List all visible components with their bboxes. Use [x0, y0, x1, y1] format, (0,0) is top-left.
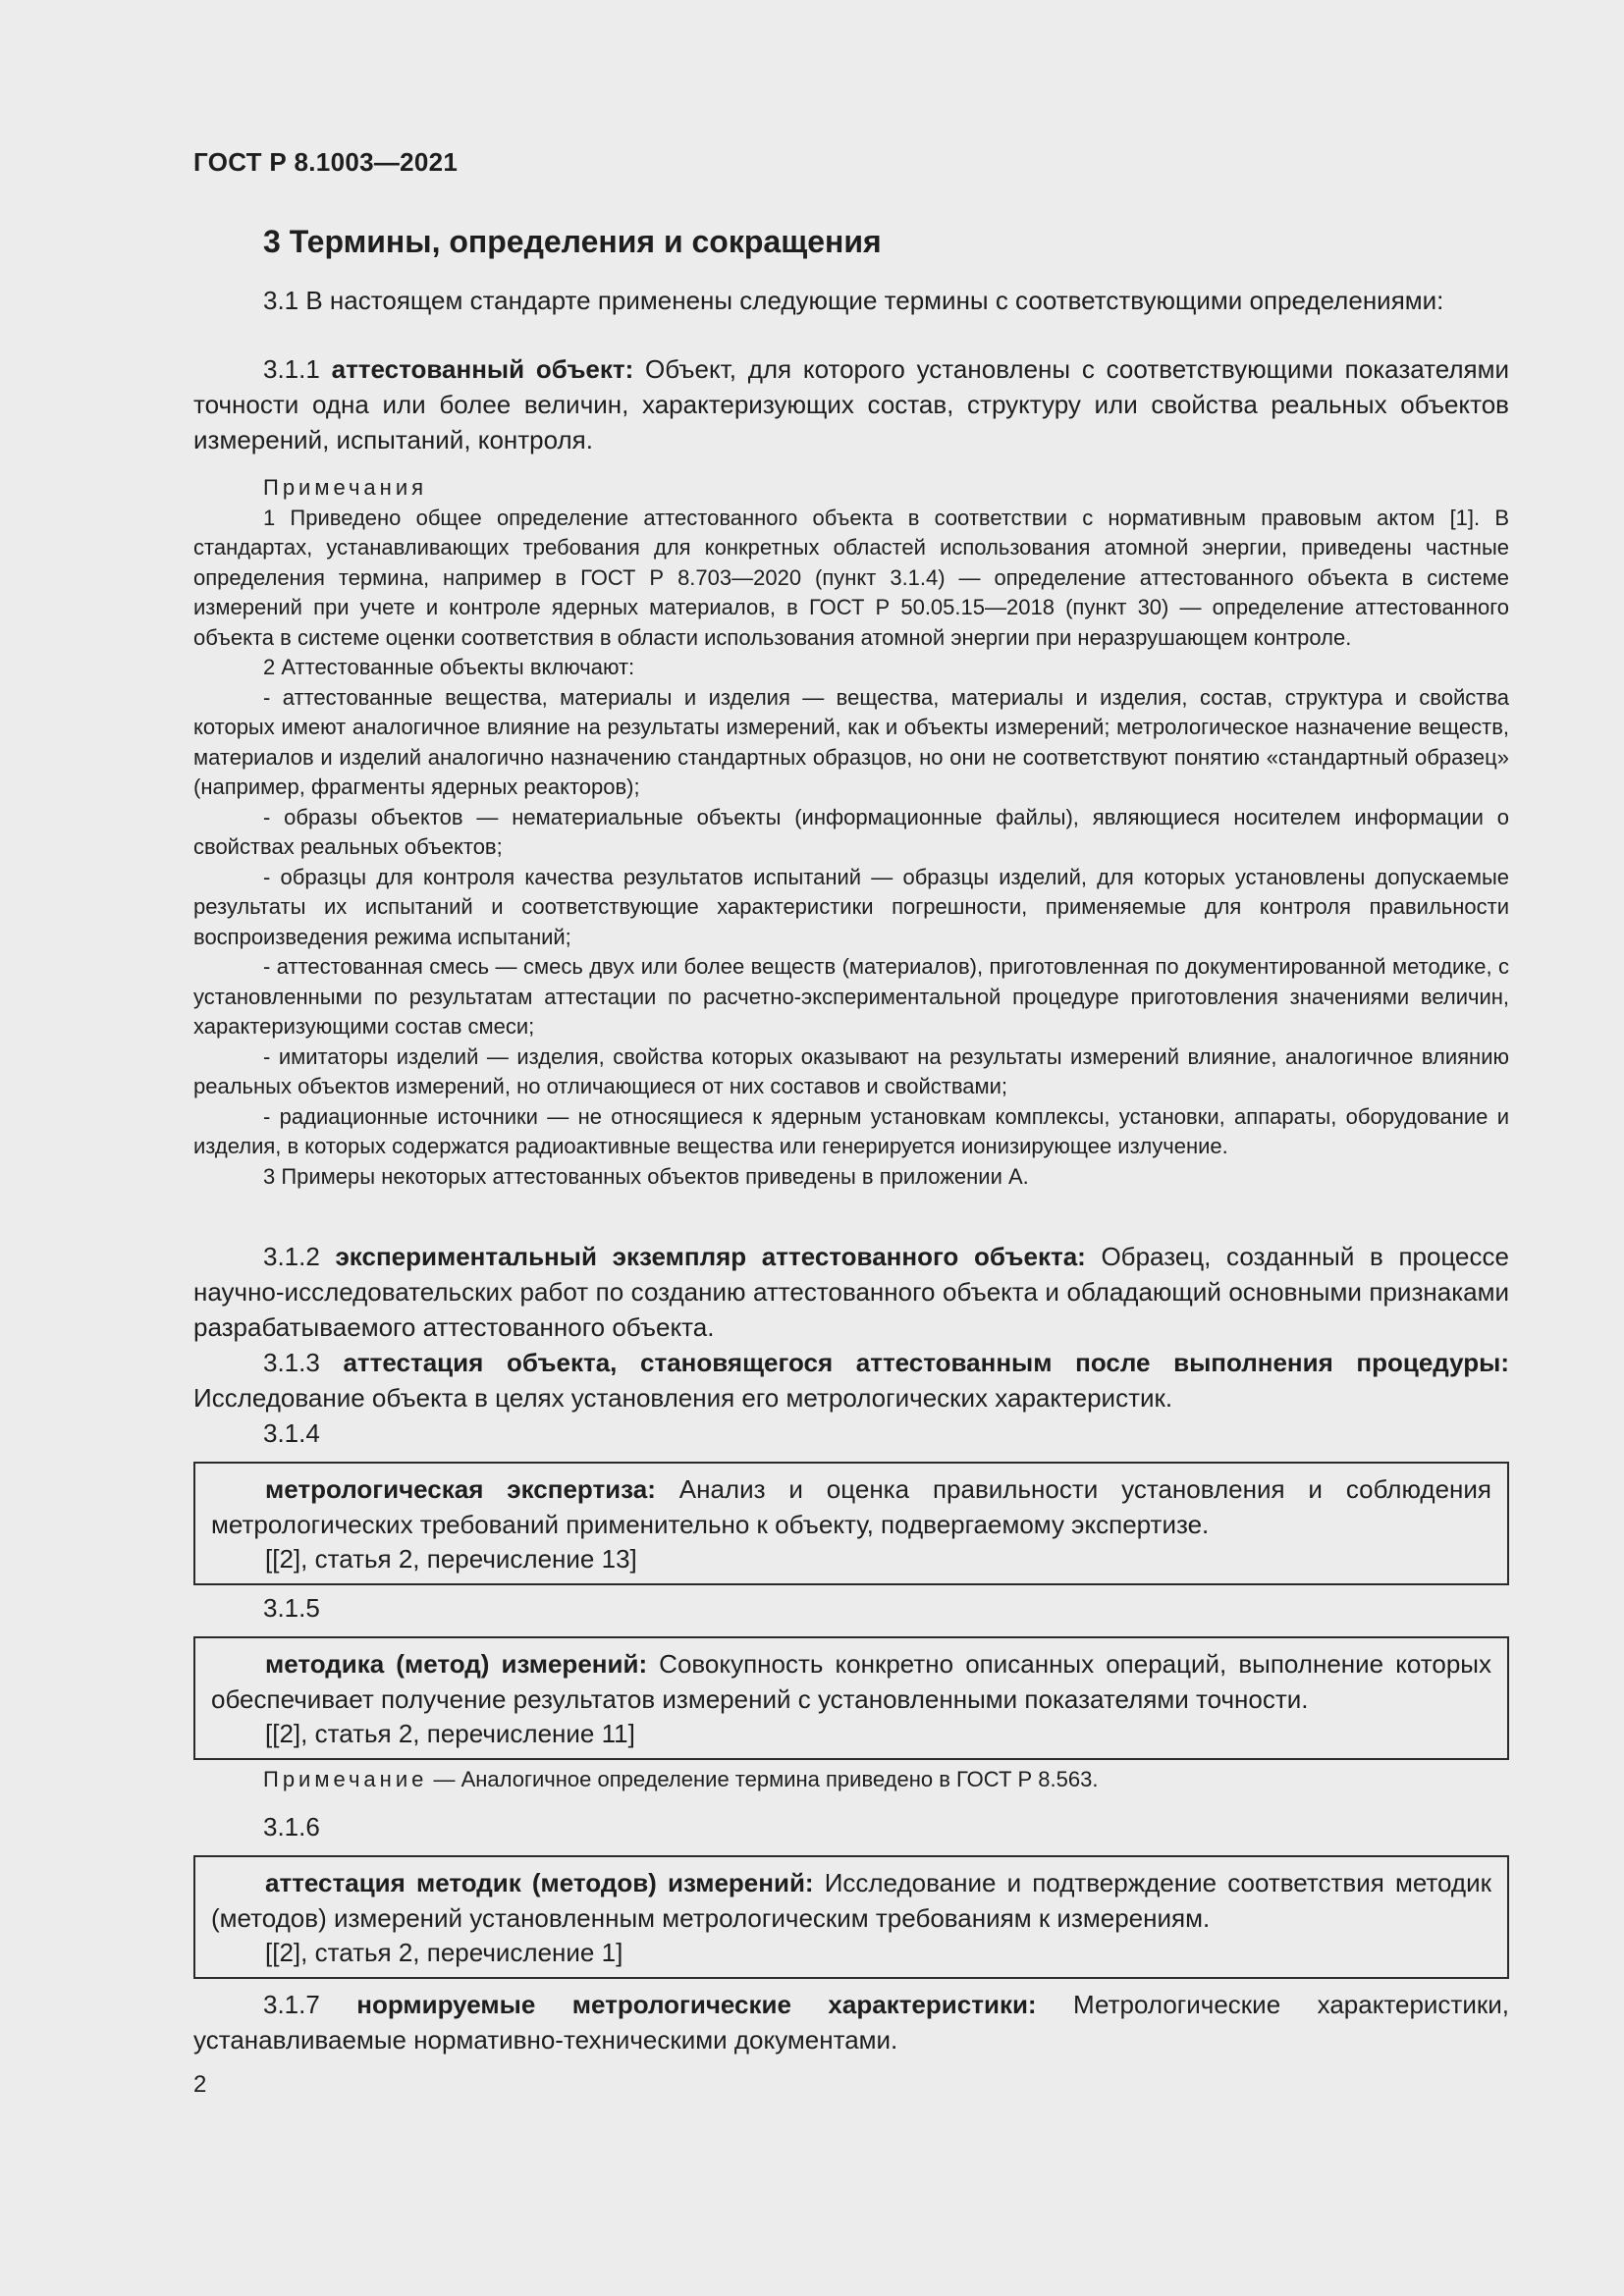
term-name: нормируемые метрологические характеристики: — [356, 1990, 1037, 2019]
term-source: [[2], статья 2, перечисление 1] — [265, 1938, 623, 1967]
section-title: 3 Термины, определения и сокращения — [263, 224, 882, 259]
term-name: метрологическая экспертиза: — [265, 1474, 656, 1504]
term-name: экспериментальный экземпляр аттестованного объекта: — [335, 1242, 1086, 1271]
note-1: 1 Приведено общее определение аттестованного объекта в соответствии с нормативным правовым актом [1]. В стандартах, устанавливающих требования для конкретных областей использования атомной энергии, приведены частные определения термина, например в ГОСТ Р 8.703—2020 (пункт 3.1.4) — определение аттестованного объекта в системе измерений при учете и контроле ядерных материалов, в ГОСТ Р 50.05.15—2018 (пункт 30) — определение аттестованного объекта в системе оценки соответствия в области использования атомной энергии при неразрушающем контроле. — [193, 505, 1509, 650]
term-number: 3.1.7 — [263, 1990, 357, 2019]
note-3: 3 Примеры некоторых аттестованных объектов приведены в приложении А. — [263, 1163, 1029, 1189]
paragraph-3-1 — [193, 283, 1509, 318]
notes-3-1-1 — [193, 473, 1509, 1192]
notes-heading: Примечания — [263, 475, 428, 500]
term-number-3-1-5: 3.1.5 — [263, 1593, 320, 1623]
note-item: - аттестованная смесь — смесь двух или более веществ (материалов), приготовленная по документированной методике, с установленными по результатам аттестации по расчетно-экспериментальной процедуре приготовления значениями величин, характеризующими состав смеси; — [193, 954, 1509, 1039]
term-number-3-1-4: 3.1.4 — [263, 1418, 320, 1448]
term-box-3-1-5 — [193, 1636, 1509, 1760]
paragraph-text: 3.1 В настоящем стандарте применены следующие термины с соответствующими определениями: — [263, 286, 1444, 315]
note-label: Примечание — [263, 1767, 428, 1791]
term-number: 3.1.2 — [263, 1242, 336, 1271]
term-definition: Образец, созданный в процессе научно-исследовательских работ по созданию аттестованного объекта и обладающий основными признаками разрабатываемого аттестованного объекта. — [193, 1242, 1509, 1342]
term-name: методика (метод) измерений: — [265, 1649, 648, 1679]
note-item: - образцы для контроля качества результатов испытаний — образцы изделий, для которых установлены допускаемые результаты их испытаний и соответствующие характеристики погрешности, применяемые для контроля правильности воспроизведения режима испытаний; — [193, 864, 1509, 949]
page-number: 2 — [193, 2071, 207, 2098]
term-name: аттестация методик (методов) измерений: — [265, 1868, 814, 1897]
note-text: — Аналогичное определение термина приведено в ГОСТ Р 8.563. — [427, 1767, 1099, 1791]
term-source: [[2], статья 2, перечисление 13] — [265, 1544, 637, 1574]
term-3-1-1 — [193, 351, 1509, 457]
term-number: 3.1.3 — [263, 1348, 344, 1377]
term-box-3-1-4 — [193, 1462, 1509, 1585]
note-3-1-5 — [193, 1765, 1509, 1795]
note-item: - имитаторы изделий — изделия, свойства которых оказывают на результаты измерений влияние, аналогичное влиянию реальных объектов измерений, но отличающиеся от них составов и свойствами; — [193, 1043, 1509, 1098]
term-3-1-3 — [193, 1345, 1509, 1415]
term-box-3-1-6 — [193, 1855, 1509, 1979]
note-2: 2 Аттестованные объекты включают: — [263, 655, 635, 679]
document-id: ГОСТ Р 8.1003—2021 — [193, 147, 459, 177]
term-3-1-2 — [193, 1239, 1509, 1345]
term-source: [[2], статья 2, перечисление 11] — [265, 1719, 635, 1748]
term-definition: Анализ и оценка правильности установления и соблюдения метрологических требований применительно к объекту, подвергаемому экспертизе. — [211, 1474, 1491, 1539]
term-definition: Метрологические характеристики, устанавливаемые нормативно-техническими документами. — [193, 1990, 1509, 2055]
term-definition: Совокупность конкретно описанных операций, выполнение которых обеспечивает получение результатов измерений с установленными показателями точности. — [211, 1649, 1491, 1714]
note-item: - образы объектов — нематериальные объекты (информационные файлы), являющиеся носителем информации о свойствах реальных объектов; — [193, 804, 1509, 859]
term-definition: Исследование объекта в целях установления его метрологических характеристик. — [193, 1383, 1173, 1413]
term-definition: Исследование и подтверждение соответствия методик (методов) измерений установленным метрологическим требованиям к измерениям. — [211, 1868, 1491, 1933]
term-definition: Объект, для которого установлены с соответствующими показателями точности одна или более величин, характеризующих состав, структуру или свойства реальных объектов измерений, испытаний, контроля. — [193, 354, 1509, 454]
term-name: аттестация объекта, становящегося аттестованным после выполнения процедуры: — [343, 1348, 1509, 1377]
note-item: - радиационные источники — не относящиеся к ядерным установкам комплексы, установки, аппараты, оборудование и изделия, в которых содержатся радиоактивные вещества или генерируется ионизирующее излучение. — [193, 1103, 1509, 1158]
term-name: аттестованный объект: — [331, 354, 634, 384]
term-number: 3.1.1 — [263, 354, 332, 384]
note-item: - аттестованные вещества, материалы и изделия — вещества, материалы и изделия, состав, структура и свойства которых имеют аналогичное влияние на результаты измерений, как и объекты измерений; метрологическое назначение веществ, материалов и изделий аналогично назначению стандартных образцов, но они не соответствуют понятию «стандартный образец» (например, фрагменты ядерных реакторов); — [193, 684, 1509, 799]
term-3-1-7 — [193, 1987, 1509, 2057]
term-number-3-1-6: 3.1.6 — [263, 1812, 320, 1842]
